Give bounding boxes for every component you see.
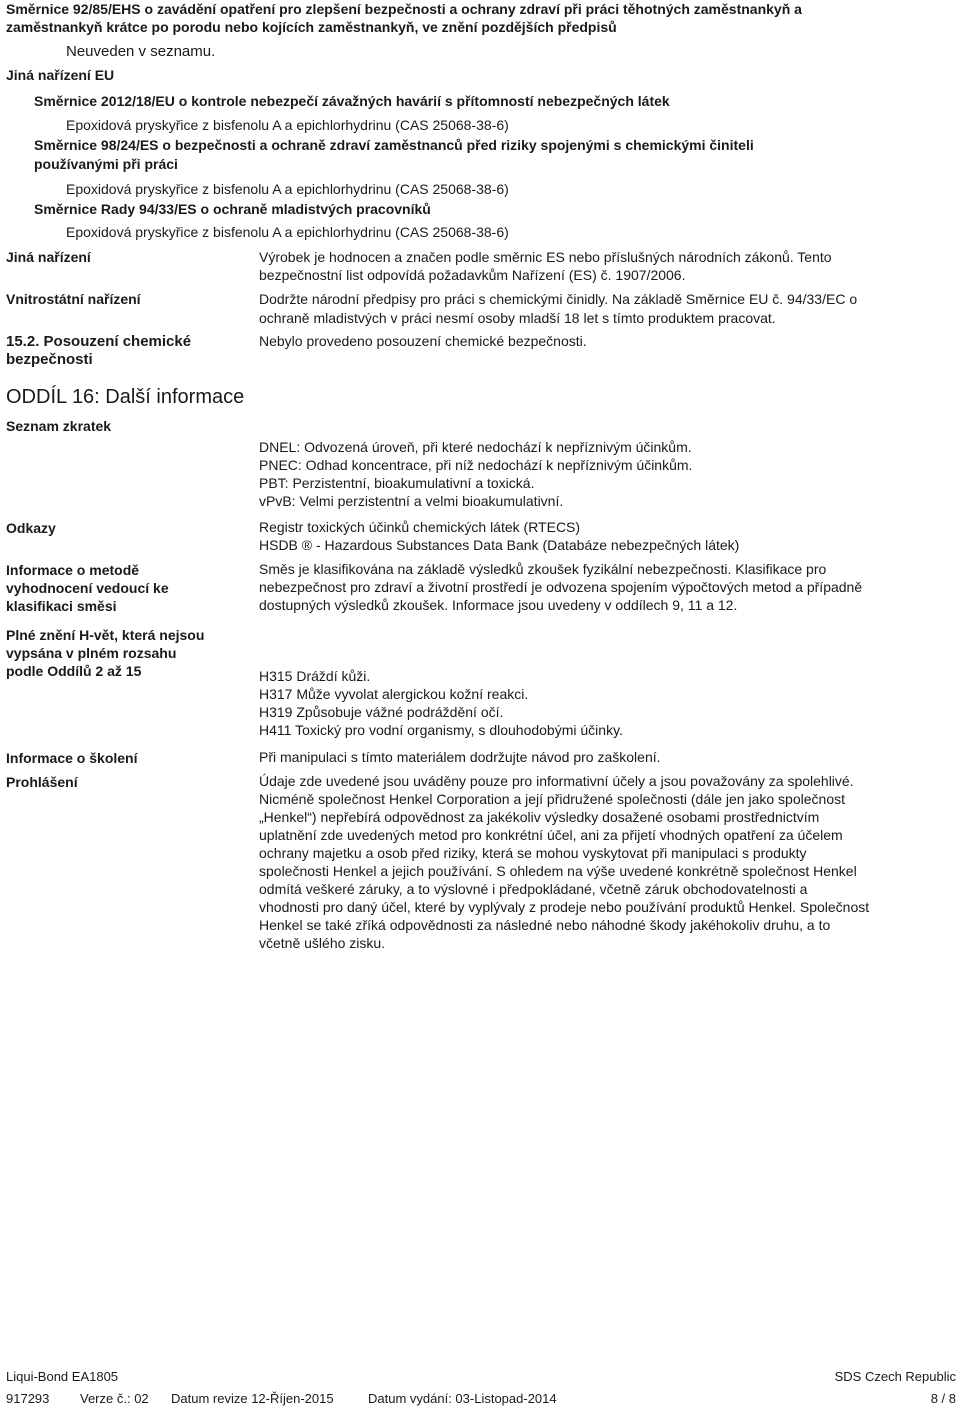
list-item: H317 Může vyvolat alergickou kožní reakci. <box>259 686 529 702</box>
list-item: vPvB: Velmi perzistentní a velmi bioakumulativní. <box>259 493 564 509</box>
directive-94-33: Směrnice Rady 94/33/ES o ochraně mladistvých pracovníků <box>34 201 431 217</box>
list-item: Nicméně společnost Henkel Corporation a její přidružené společnosti (dále jen jako společnost <box>259 791 845 807</box>
hphrases-label: Plné znění H-vět, která nejsou vypsána v plném rozsahu podle Oddílů 2 až 15 <box>6 627 205 679</box>
list-item: vhodnosti pro daný účel, které by vyplývaly z prodeje nebo používání produktů Henkel. Společnost <box>259 899 870 915</box>
abbreviations-list <box>259 438 692 510</box>
footer-product: Liqui-Bond EA1805 <box>6 1369 119 1384</box>
training-label: Informace o školení <box>6 750 138 766</box>
footer-version: Verze č.: 02 <box>80 1391 149 1406</box>
directive-92-85-line1: Směrnice 92/85/EHS o zavádění opatření pro zlepšení bezpečnosti a ochrany zdraví při práci těhotných zaměstnankyň a <box>6 1 802 17</box>
method-text <box>259 560 862 614</box>
footer-page-number: 8 / 8 <box>930 1391 956 1406</box>
list-item: „Henkel“) nepřebírá odpovědnost za jakékoliv výsledky dosažené osobami prostřednictvím <box>259 809 820 825</box>
footer-revision-date: Datum revize 12-Říjen-2015 <box>171 1391 334 1406</box>
list-item: společnosti Henkel a jejich používání. S ohledem na výše uvedené konkrétně společnost Henkel <box>259 863 857 879</box>
list-item: H411 Toxický pro vodní organismy, s dlouhodobými účinky. <box>259 722 623 738</box>
list-item: H319 Způsobuje vážné podráždění očí. <box>259 704 504 720</box>
national-regulations-line1: Dodržte národní předpisy pro práci s chemickými činidly. Na základě Směrnice EU č. 94/33/EC o <box>259 291 858 307</box>
not-listed-text: Neuveden v seznamu. <box>66 43 216 60</box>
assessment-label-line2: bezpečnosti <box>6 351 93 368</box>
list-item: nebezpečnost pro zdraví a životní prostředí je odvozena spojením výpočtových metod a případně <box>259 579 863 595</box>
references-label: Odkazy <box>6 520 56 536</box>
epoxy-line-3: Epoxidová pryskyřice z bisfenolu A a epichlorhydrinu (CAS 25068-38-6) <box>66 224 509 240</box>
list-item: PBT: Perzistentní, bioakumulativní a toxická. <box>259 475 535 491</box>
list-item: HSDB ® - Hazardous Substances Data Bank (Databáze nebezpečných látek) <box>259 537 740 553</box>
list-item: včetně ušlého zisku. <box>259 935 386 951</box>
directive-98-24-line1: Směrnice 98/24/ES o bezpečnosti a ochraně zdraví zaměstnanců před riziky spojenými s chemickými činiteli <box>34 137 754 153</box>
national-regulations-label: Vnitrostátní nařízení <box>6 291 141 307</box>
list-item: dostupných výsledků zkoušek. Informace jsou uvedeny v oddílech 9, 11 a 12. <box>259 597 738 613</box>
list-item: Údaje zde uvedené jsou uváděny pouze pro informativní účely a jsou považovány za spolehlivé. <box>259 773 854 789</box>
list-item: PNEC: Odhad koncentrace, při níž nedochází k nepříznivým účinkům. <box>259 457 693 473</box>
disclaimer-text <box>259 772 869 952</box>
assessment-label-line1: 15.2. Posouzení chemické <box>6 333 192 350</box>
list-item: ochrany majetku a osob před riziky, která se mohou vyskytovat při manipulaci s produkty <box>259 845 807 861</box>
other-regulations-line2: bezpečnostní list odpovídá požadavkům Nařízení (ES) č. 1907/2006. <box>259 267 686 283</box>
list-item: Henkel se také zříká odpovědnosti za následné nebo náhodné škody jakéhokoliv druhu, a to <box>259 917 831 933</box>
national-regulations-line2: ochraně mladistvých v práci nesmí osoby mladší 18 let s tímto produktem pracovat. <box>259 310 776 326</box>
epoxy-line-2: Epoxidová pryskyřice z bisfenolu A a epichlorhydrinu (CAS 25068-38-6) <box>66 181 509 197</box>
list-item: uplatnění zde uvedených metod pro konkrétní účel, ani za přijetí vhodných opatření za účelem <box>259 827 843 843</box>
directive-2012-18: Směrnice 2012/18/EU o kontrole nebezpečí závažných havárií s přítomností nebezpečných látek <box>34 93 670 109</box>
list-item: H315 Dráždí kůži. <box>259 668 371 684</box>
references-list <box>259 518 739 554</box>
epoxy-line-1: Epoxidová pryskyřice z bisfenolu A a epichlorhydrinu (CAS 25068-38-6) <box>66 117 509 133</box>
list-item: odmítá veškeré záruky, a to výslovné i předpokládané, včetně záruk obchodovatelnosti a <box>259 881 808 897</box>
abbreviations-label: Seznam zkratek <box>6 418 112 434</box>
list-item: DNEL: Odvozená úroveň, při které nedochází k nepříznivým účinkům. <box>259 439 692 455</box>
training-text: Při manipulaci s tímto materiálem dodržujte návod pro zaškolení. <box>259 749 661 765</box>
method-label: Informace o metodě vyhodnocení vedoucí ke klasifikaci směsi <box>6 562 169 614</box>
footer-sds: SDS Czech Republic <box>834 1369 956 1384</box>
disclaimer-label: Prohlášení <box>6 774 78 790</box>
hphrases-list <box>259 667 623 739</box>
assessment-text: Nebylo provedeno posouzení chemické bezpečnosti. <box>259 333 587 349</box>
list-item: Registr toxických účinků chemických látek (RTECS) <box>259 519 581 535</box>
directive-98-24-line2: používanými při práci <box>34 156 178 172</box>
section16-heading: ODDÍL 16: Další informace <box>6 386 245 408</box>
other-eu-label: Jiná nařízení EU <box>6 67 115 83</box>
footer-issue-date: Datum vydání: 03-Listopad-2014 <box>368 1391 557 1406</box>
other-regulations-line1: Výrobek je hodnocen a značen podle směrnic ES nebo příslušných národních zákonů. Tento <box>259 249 832 265</box>
directive-92-85-line2: zaměstnankyň krátce po porodu nebo kojících zaměstnankyň, ve znění pozdějších předpisů <box>6 19 617 35</box>
other-regulations-label: Jiná nařízení <box>6 249 91 265</box>
footer-number: 917293 <box>6 1391 50 1406</box>
list-item: Směs je klasifikována na základě výsledků zkoušek fyzikální nebezpečnosti. Klasifikace pro <box>259 561 827 577</box>
